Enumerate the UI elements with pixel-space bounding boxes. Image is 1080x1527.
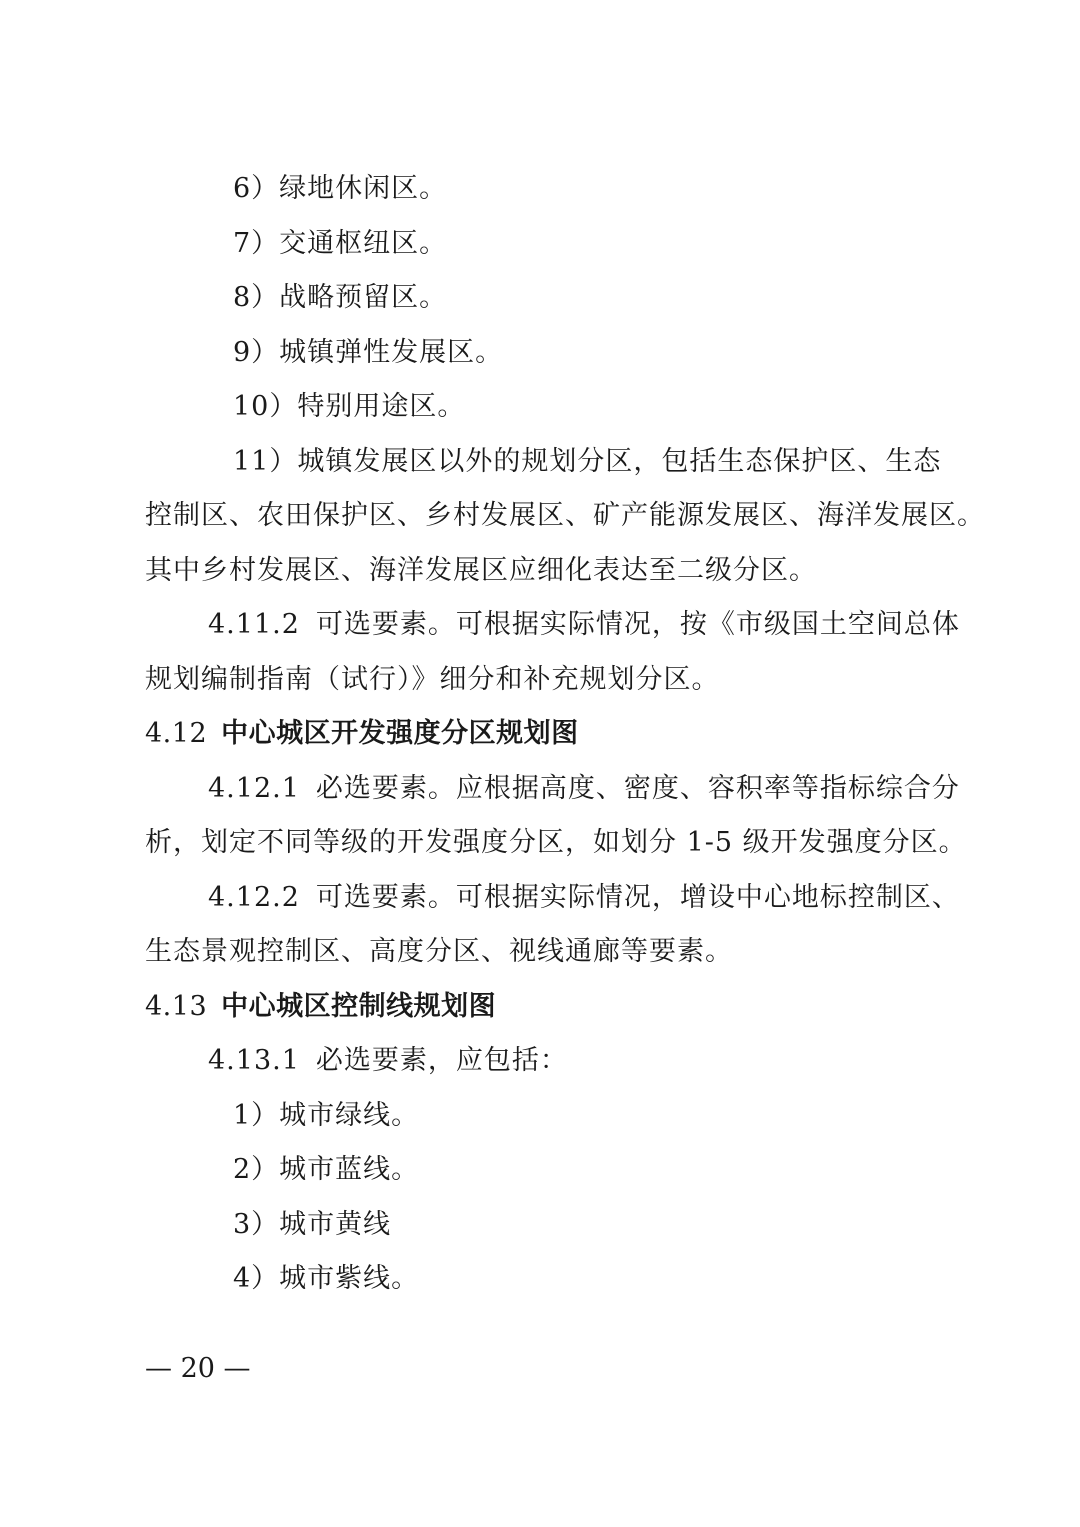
list-item: 10）特别用途区。 — [233, 391, 466, 422]
paragraph-line: 析，划定不同等级的开发强度分区，如划分 1-5 级开发强度分区。 — [145, 827, 967, 858]
clause-text: 可选要素。可根据实际情况，按《市级国土空间总体 — [315, 609, 960, 640]
clause-line — [208, 1044, 568, 1078]
clause-number: 4.12.2 — [208, 882, 300, 913]
list-item: 4）城市紫线。 — [233, 1263, 420, 1294]
clause-number: 4.12.1 — [208, 773, 300, 804]
section-heading — [145, 990, 496, 1024]
clause-text: 必选要素。应根据高度、密度、容积率等指标综合分 — [315, 773, 960, 804]
list-item: 7）交通枢纽区。 — [233, 228, 448, 259]
paragraph-line: 生态景观控制区、高度分区、视线通廊等要素。 — [145, 936, 733, 967]
clause-text: 可选要素。可根据实际情况，增设中心地标控制区、 — [315, 882, 960, 913]
clause-line — [208, 772, 960, 806]
section-title: 中心城区控制线规划图 — [221, 991, 497, 1022]
section-heading — [145, 717, 579, 751]
list-item: 3）城市黄线 — [233, 1209, 392, 1240]
section-title: 中心城区开发强度分区规划图 — [221, 718, 579, 749]
page-number: — 20 — — [145, 1353, 251, 1384]
list-item: 1）城市绿线。 — [233, 1100, 420, 1131]
clause-number: 4.13.1 — [208, 1045, 300, 1076]
section-number: 4.13 — [145, 991, 208, 1022]
list-item: 8）战略预留区。 — [233, 282, 448, 313]
list-item: 6）绿地休闲区。 — [233, 173, 448, 204]
section-number: 4.12 — [145, 718, 208, 749]
clause-text: 必选要素，应包括： — [315, 1045, 568, 1076]
clause-line — [208, 608, 960, 642]
list-item: 9）城镇弹性发展区。 — [233, 337, 504, 368]
clause-number: 4.11.2 — [208, 609, 300, 640]
list-item: 2）城市蓝线。 — [233, 1154, 420, 1185]
paragraph-line: 控制区、农田保护区、乡村发展区、矿产能源发展区、海洋发展区。 — [145, 500, 985, 531]
paragraph-line: 11）城镇发展区以外的规划分区，包括生态保护区、生态 — [233, 446, 942, 477]
paragraph-line: 规划编制指南（试行）》细分和补充规划分区。 — [145, 664, 720, 695]
paragraph-line: 其中乡村发展区、海洋发展区应细化表达至二级分区。 — [145, 555, 817, 586]
clause-line — [208, 881, 960, 915]
